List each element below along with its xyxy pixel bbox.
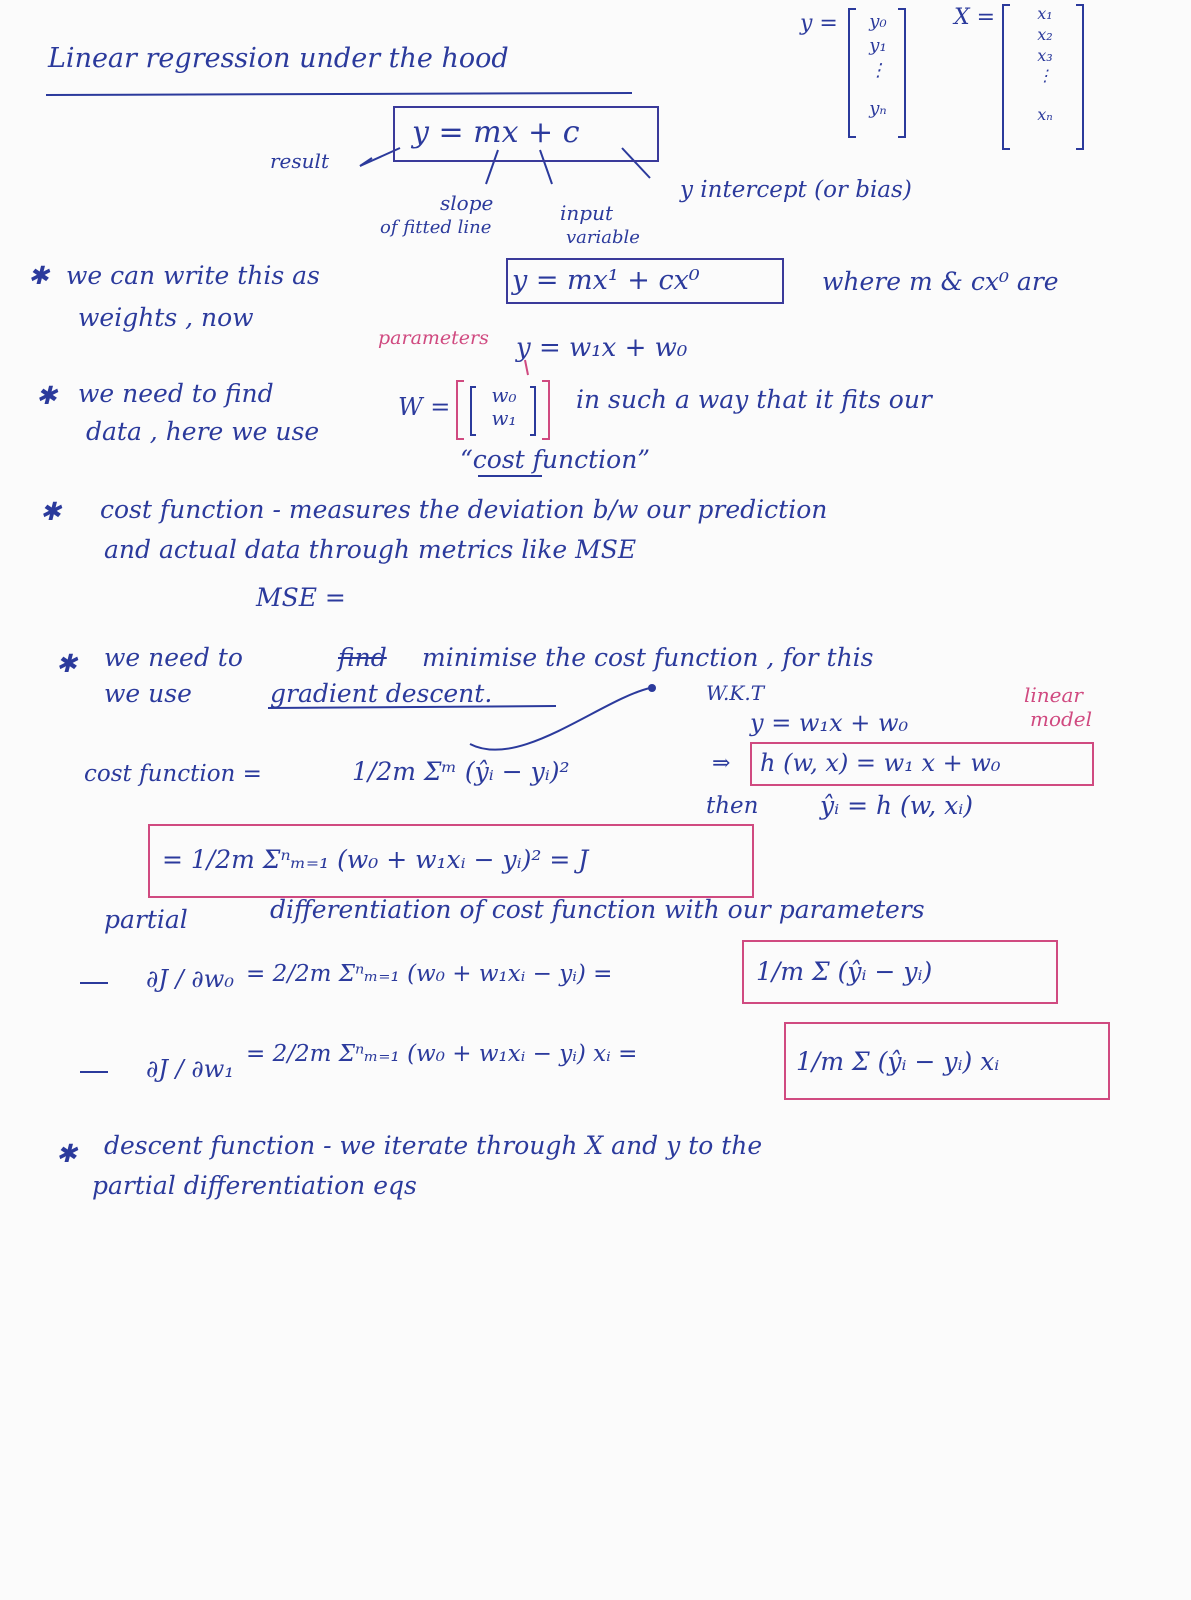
main-equation: y = mx + c <box>412 115 580 150</box>
bullet2-text-c: data , here we use <box>86 417 320 446</box>
wkt-label: W.K.T <box>706 681 765 705</box>
bullet3-text-a: cost function - measures the deviation b/w our prediction <box>100 495 828 524</box>
x-vector-entry: x₃ <box>1037 45 1053 65</box>
bullet2-text-b: in such a way that it fits our <box>576 385 932 414</box>
bullet1-equation: y = w₁x + w₀ <box>516 333 688 363</box>
w-vector-entry: w₀ <box>491 383 517 407</box>
cost-function-formula: 1/2m Σᵐ (ŷᵢ − yᵢ)² <box>352 757 570 786</box>
partial-heading-b: differentiation of cost function with our parameters <box>270 895 925 924</box>
y-vector-bracket-left <box>848 8 856 138</box>
hypothesis-equation: h (w, x) = w₁ x + w₀ <box>760 749 1001 777</box>
then-equation: ŷᵢ = h (w, xᵢ) <box>820 791 974 820</box>
cost-function-label: cost function = <box>84 761 262 787</box>
w-vector-bracket-left <box>470 386 476 436</box>
w-vector-label: W = <box>398 393 451 421</box>
dJ-dw0-lhs: ∂J / ∂w₀ <box>146 965 234 993</box>
dJ-dw0-result: 1/m Σ (ŷᵢ − yᵢ) <box>756 957 933 986</box>
wkt-equation: y = w₁x + w₀ <box>750 709 909 737</box>
bullet1-text-a: we can write this as <box>66 261 320 290</box>
bullet4-struck-word: find <box>338 643 387 672</box>
bullet-star: ✱ <box>56 649 77 678</box>
bullet-star: ✱ <box>36 381 57 410</box>
implies-arrow: ⇒ <box>712 751 731 776</box>
w-vector-bracket-right <box>530 386 536 436</box>
bullet-star: ✱ <box>28 261 49 290</box>
dJ-dw1-lhs: ∂J / ∂w₁ <box>146 1055 234 1083</box>
bullet1-text-b: where m & cx⁰ are <box>822 267 1059 296</box>
dJ-dw1-mid: = 2/2m Σⁿₘ₌₁ (w₀ + w₁xᵢ − yᵢ) xᵢ = <box>246 1041 638 1067</box>
y-vector <box>856 10 900 121</box>
w-vector-pink-bracket-left <box>456 380 464 440</box>
x-vector-entry: x₁ <box>1037 4 1053 23</box>
bullet3-text-b: and actual data through metrics like MSE <box>104 535 637 564</box>
w-vector <box>478 384 530 430</box>
result-label: result <box>270 149 329 173</box>
parameters-label: parameters <box>378 327 489 349</box>
bullet1-boxed-equation: y = mx¹ + cx⁰ <box>512 265 700 296</box>
input-sublabel: variable <box>566 227 640 248</box>
bullet3-text-c: MSE = <box>256 583 346 612</box>
linear-model-sublabel: model <box>1030 707 1093 731</box>
x-vector-entry: xₙ <box>1037 105 1053 125</box>
input-label: input <box>560 201 613 225</box>
bullet5-text-a: descent function - we iterate through X and y to the <box>104 1131 763 1160</box>
y-vector-entry: y₁ <box>869 35 887 57</box>
bullet-star: ✱ <box>40 497 61 526</box>
x-vector-label: X = <box>954 5 996 30</box>
linear-model-label: linear <box>1024 683 1083 707</box>
slope-label: slope <box>440 191 494 215</box>
y-vector-entry: y₀ <box>869 11 887 32</box>
x-vector-entry: x₂ <box>1037 24 1053 44</box>
bullet4-text-c: we use <box>104 679 192 708</box>
bullet4-text-a: we need to <box>104 643 243 672</box>
gradient-descent-text: gradient descent. <box>270 679 493 708</box>
bullet5-text-b: partial differentiation eqs <box>92 1171 417 1200</box>
x-vector <box>1010 4 1080 126</box>
y-vector-entry: yₙ <box>869 97 887 119</box>
y-vector-entry: ⋮ <box>869 59 887 81</box>
intercept-label: y intercept (or bias) <box>680 177 912 203</box>
slope-sublabel: of fitted line <box>380 217 492 238</box>
w-vector-pink-bracket-right <box>542 380 550 440</box>
bullet2-text-a: we need to find <box>78 379 274 408</box>
partial-heading-a: partial <box>104 905 188 934</box>
y-vector-label: y = <box>800 11 838 36</box>
bullet1-text-c: weights , now <box>78 303 254 332</box>
dJ-dw0-mid: = 2/2m Σⁿₘ₌₁ (w₀ + w₁xᵢ − yᵢ) = <box>246 961 613 987</box>
cost-J-formula: = 1/2m Σⁿₘ₌₁ (w₀ + w₁xᵢ − yᵢ)² = J <box>162 845 589 874</box>
dJ-dw1-result: 1/m Σ (ŷᵢ − yᵢ) xᵢ <box>796 1047 1000 1076</box>
then-label: then <box>706 793 759 819</box>
x-vector-bracket-left <box>1002 4 1010 150</box>
bullet4-text-b: minimise the cost function , for this <box>422 643 874 672</box>
bullet2-text-d: “cost function” <box>460 445 651 474</box>
bullet-star: ✱ <box>56 1139 77 1168</box>
x-vector-entry: ⋮ <box>1037 66 1053 86</box>
page-title: Linear regression under the hood <box>48 43 509 74</box>
w-vector-entry: w₁ <box>491 406 517 430</box>
